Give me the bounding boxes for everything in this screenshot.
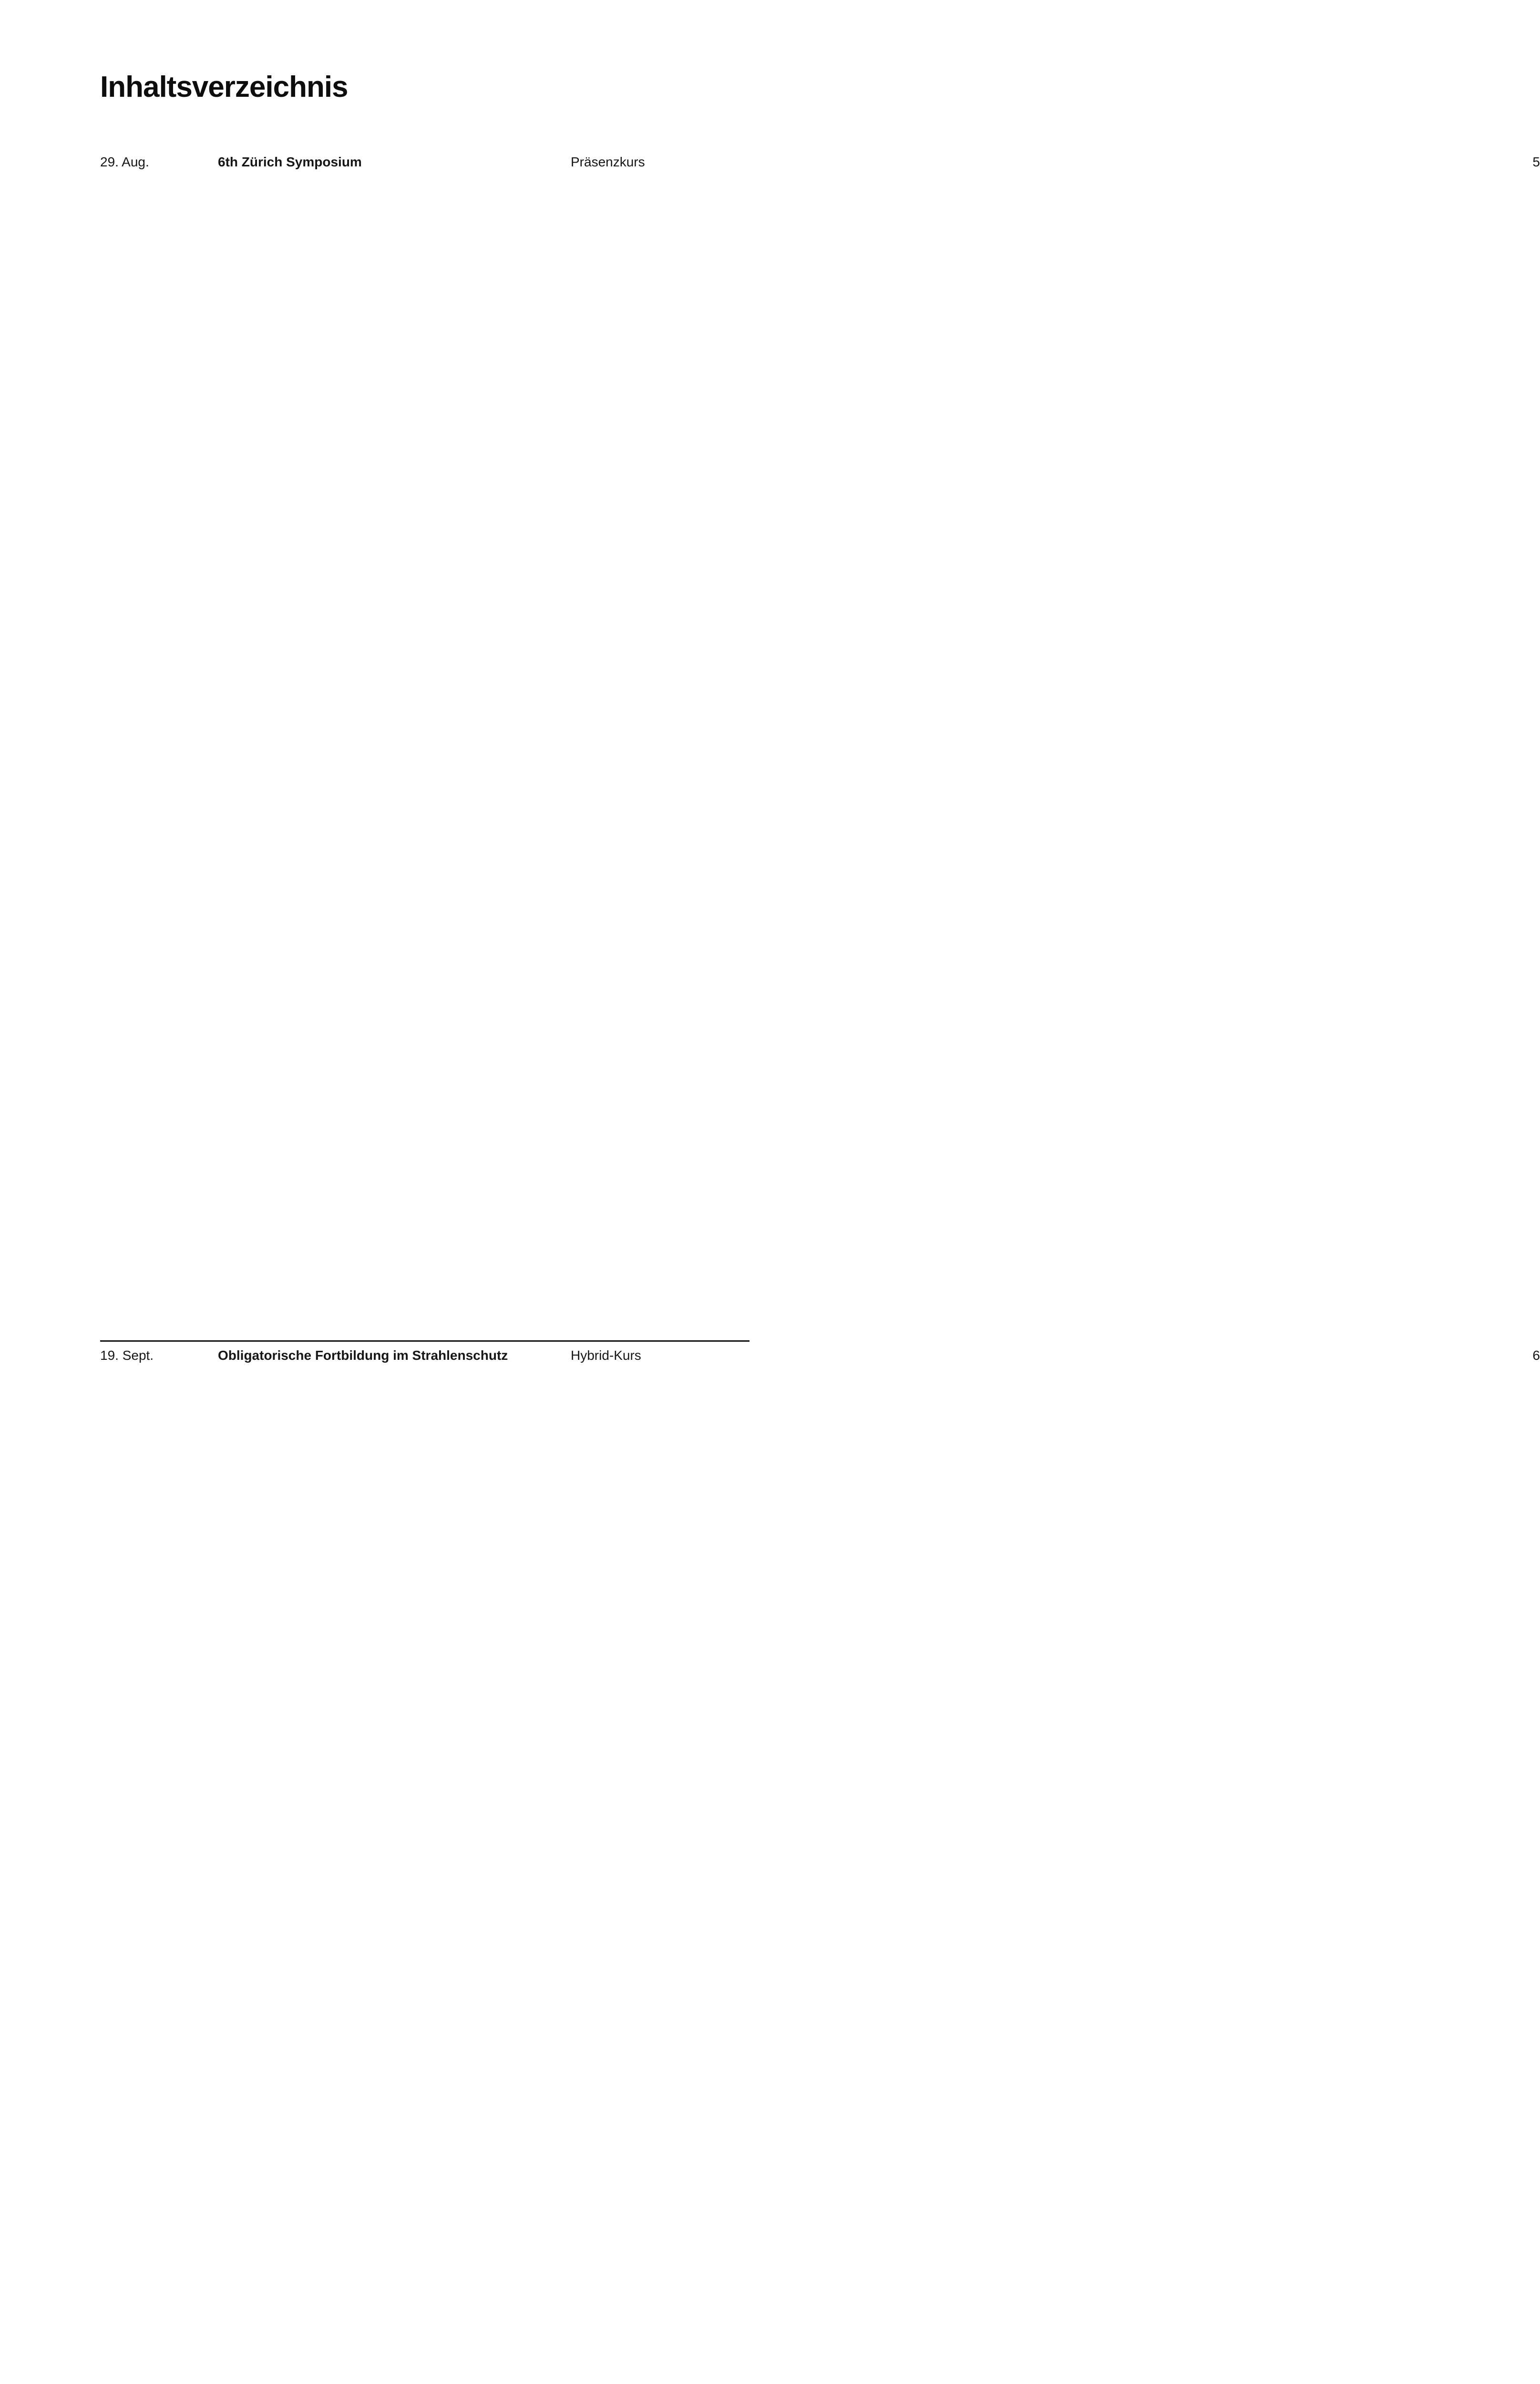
toc-row <box>100 1342 1540 2384</box>
course-title: 6th Zürich Symposium <box>218 154 362 170</box>
course-format: Hybrid-Kurs <box>571 1348 641 1363</box>
course-title: Obligatorische Fortbildung im Strahlenschutz <box>218 1348 508 1363</box>
toc-row <box>100 148 1540 1342</box>
course-format: Präsenzkurs <box>571 154 645 170</box>
course-title-cell <box>218 1346 571 1365</box>
table-of-contents <box>100 148 1540 2384</box>
course-title-cell <box>218 153 571 171</box>
course-date: 19. Sept. <box>100 1348 154 1363</box>
page-title: Inhaltsverzeichnis <box>100 71 348 103</box>
page-content <box>100 71 1540 2384</box>
course-page-number: 5 <box>707 153 1540 1336</box>
course-date: 29. Aug. <box>100 154 149 170</box>
course-page-number: 6 <box>707 1346 1540 2384</box>
